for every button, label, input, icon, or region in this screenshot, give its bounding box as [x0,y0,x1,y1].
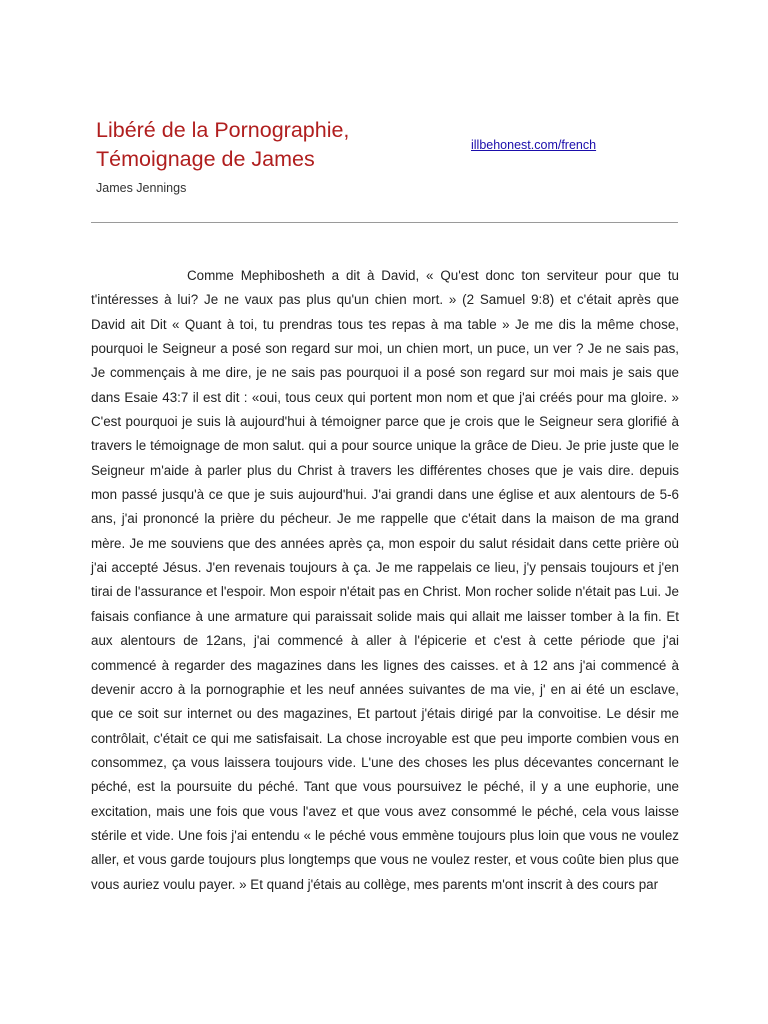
body-paragraph: Comme Mephibosheth a dit à David, « Qu'est donc ton serviteur pour que tu t'intéresses à lui? Je ne vaux pas plus qu'un chien mort. » (2 Samuel 9:8) et c'était après que David ait Dit « Quant à toi, tu prendras tous tes repas à ma table » Je me dis la même chose, pourquoi le Seigneur a posé son regard sur moi, un chien mort, un puce, un ver ? Je ne sais pas, Je commençais à me dire, je ne sais pas pourquoi il a posé son regard sur moi mais je sais que dans Esaie 43:7 il est dit : «oui, tous ceux qui portent mon nom et que j'ai créés pour ma gloire. » C'est pourquoi je suis là aujourd'hui à témoigner parce que je crois que le Seigneur sera glorifié à travers le témoignage de mon salut. qui a pour source unique la grâce de Dieu. Je prie juste que le Seigneur m'aide à parler plus du Christ à travers les différentes choses que je vais dire. depuis mon passé jusqu'à ce que je suis aujourd'hui. J'ai grandi dans une église et aux alentours de 5-6 ans, j'ai prononcé la prière du pécheur. Je me rappelle que c'était dans la maison de ma grand mère. Je me souviens que des années après ça, mon espoir du salut résidait dans cette prière où j'ai accepté Jésus. J'en revenais toujours à ça. Je me rappelais ce lieu, j'y pensais toujours et j'en tirai de l'assurance et l'espoir. Mon espoir n'était pas en Christ. Mon rocher solide n'était pas Lui. Je faisais confiance à une armature qui paraissait solide mais qui allait me laisser tomber à la fin. Et aux alentours de 12ans, j'ai commencé à aller à l'épicerie et c'est à cette période que j'ai commencé à regarder des magazines dans les lignes des caisses. et à 12 ans j'ai commencé à devenir accro à la pornographie et les neuf années suivantes de ma vie, j' en ai été un esclave, que ce soit sur internet ou des magazines, Et partout j'étais dirigé par la convoitise. Le désir me contrôlait, c'était ce qui me satisfaisait. La chose incroyable est que peu importe combien vous en consommez, ça vous laissera toujours vide. L'une des choses les plus décevantes concernant le péché, est la poursuite du péché. Tant que vous poursuivez le péché, il y a une euphorie, une excitation, mais une fois que vous l'avez et que vous avez consommé le péché, cela vous laisse stérile et vide. Une fois j'ai entendu « le péché vous emmène toujours plus loin que vous ne voulez aller, et vous garde toujours plus longtemps que vous ne voulez rester, et vous coûte bien plus que vous auriez voulu payer. » Et quand j'étais au collège, mes parents m'ont inscrit à des cours par [91,268,679,892]
site-link[interactable]: illbehonest.com/french [471,138,597,152]
document-title [96,116,436,174]
title-line-2: Témoignage de James [96,147,315,171]
author-name: James Jennings [96,181,187,195]
header-divider [91,222,678,223]
title-line-1: Libéré de la Pornographie, [96,118,350,142]
